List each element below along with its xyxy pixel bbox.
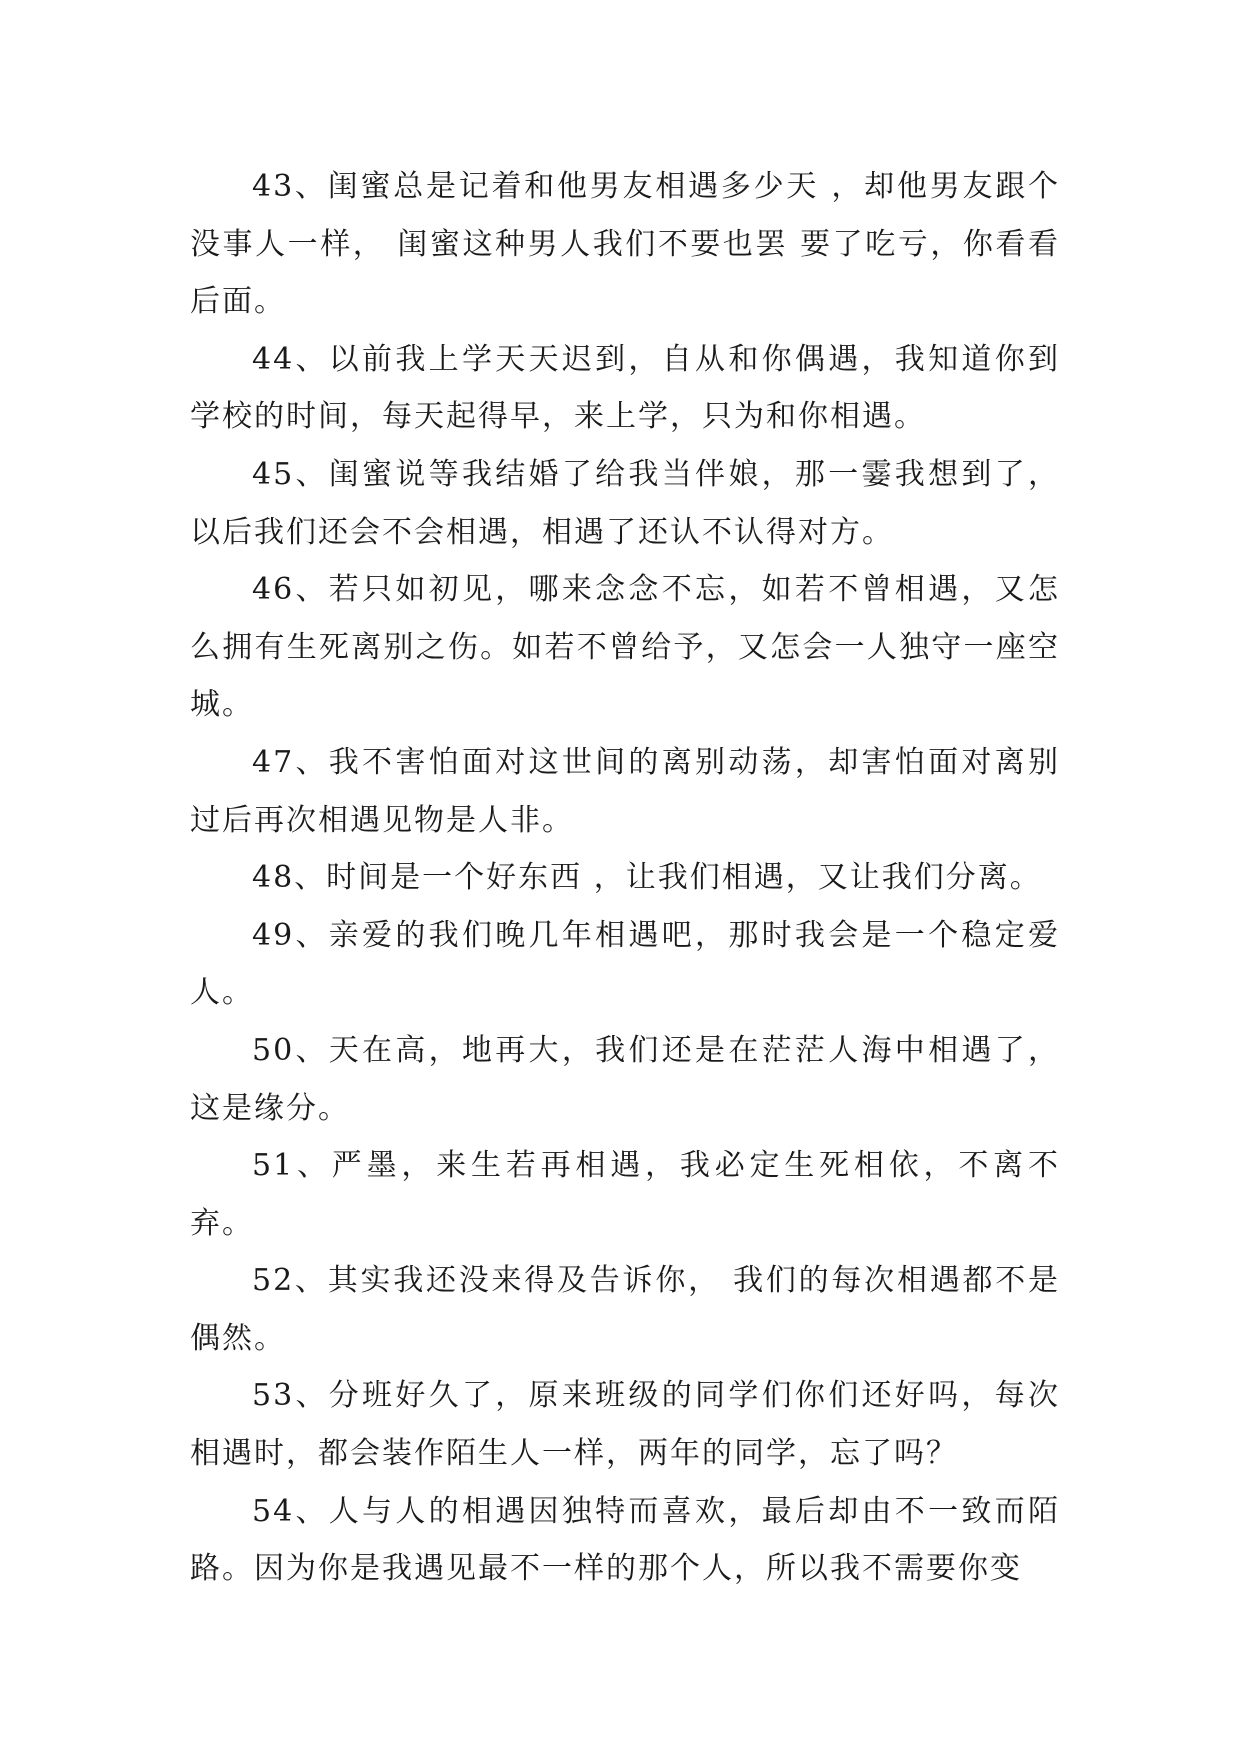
entry-43: 43、闺蜜总是记着和他男友相遇多少天 ，却他男友跟个没事人一样， 闺蜜这种男人我们不要也罢 要了吃亏，你看看后面。 xyxy=(190,169,1060,320)
entry-49: 49、亲爱的我们晚几年相遇吧，那时我会是一个稳定爱人。 xyxy=(190,917,1060,1011)
entry-46: 46、若只如初见，哪来念念不忘，如若不曾相遇，又怎么拥有生死离别之伤。如若不曾给予，又怎会一人独守一座空城。 xyxy=(190,572,1060,723)
document-body xyxy=(190,158,1060,1598)
entry-50: 50、天在高，地再大，我们还是在茫茫人海中相遇了，这是缘分。 xyxy=(190,1032,1060,1126)
entry-52: 52、其实我还没来得及告诉你， 我们的每次相遇都不是偶然。 xyxy=(190,1263,1060,1356)
entry-54: 54、人与人的相遇因独特而喜欢，最后却由不一致而陌路。因为你是我遇见最不一样的那个人，所以我不需要你变 xyxy=(190,1493,1060,1587)
entry-45: 45、闺蜜说等我结婚了给我当伴娘，那一霎我想到了，以后我们还会不会相遇，相遇了还认不认得对方。 xyxy=(190,456,1060,550)
entry-53: 53、分班好久了，原来班级的同学们你们还好吗，每次相遇时，都会装作陌生人一样，两年的同学，忘了吗？ xyxy=(190,1378,1060,1472)
entry-48: 48、时间是一个好东西 ，让我们相遇，又让我们分离。 xyxy=(252,860,1042,896)
entry-44: 44、以前我上学天天迟到，自从和你偶遇，我知道你到学校的时间，每天起得早，来上学，只为和你相遇。 xyxy=(190,341,1060,435)
entry-47: 47、我不害怕面对这世间的离别动荡，却害怕面对离别过后再次相遇见物是人非。 xyxy=(190,744,1060,838)
entry-51: 51、严墨，来生若再相遇，我必定生死相依，不离不弃。 xyxy=(190,1148,1060,1241)
